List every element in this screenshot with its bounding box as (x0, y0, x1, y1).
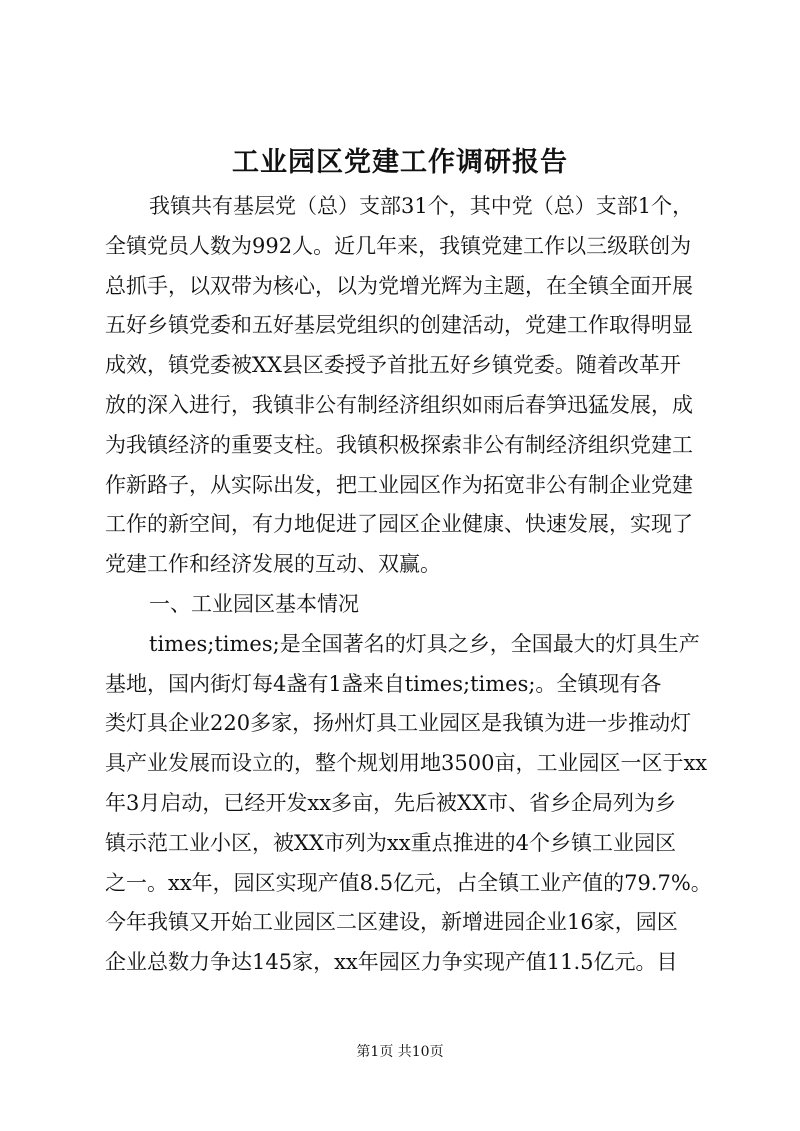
document-title: 工业园区党建工作调研报告 (232, 147, 568, 178)
paragraph-line: 工作的新空间，有力地促进了园区企业健康、快速发展，实现了 (105, 512, 693, 537)
paragraph-line: 五好乡镇党委和五好基层党组织的创建活动，党建工作取得明显 (105, 313, 693, 338)
paragraph-line: 总抓手，以双带为核心，以为党增光辉为主题，在全镇全面开展 (105, 273, 693, 298)
paragraph-line: 具产业发展而设立的，整个规划用地3500亩，工业园区一区于xx (105, 751, 708, 776)
paragraph-line: 镇示范工业小区，被XX市列为xx重点推进的4个乡镇工业园区 (105, 830, 676, 855)
paragraph-line: 放的深入进行，我镇非公有制经济组织如雨后春笋迅猛发展，成 (105, 392, 693, 417)
paragraph-line: 基地，国内街灯每4盏有1盏来自times;times;。全镇现有各 (105, 671, 662, 696)
paragraph-line: 之一。xx年，园区实现产值8.5亿元，占全镇工业产值的79.7%。 (105, 870, 712, 895)
paragraph-line: times;times;是全国著名的灯具之乡，全国最大的灯具生产 (149, 631, 700, 656)
paragraph-line: 类灯具企业220多家，扬州灯具工业园区是我镇为进一步推动灯 (105, 711, 692, 736)
paragraph-line: 成效，镇党委被XX县区委授予首批五好乡镇党委。随着改革开 (105, 353, 681, 378)
paragraph-line: 年3月启动，已经开发xx多亩，先后被XX市、省乡企局列为乡 (105, 790, 676, 815)
paragraph-line: 全镇党员人数为992人。近几年来，我镇党建工作以三级联创为 (105, 233, 692, 258)
paragraph-line: 我镇共有基层党（总）支部31个，其中党（总）支部1个， (149, 194, 694, 218)
document-body (105, 187, 712, 983)
paragraph-line: 今年我镇又开始工业园区二区建设，新增进园企业16家，园区 (105, 910, 678, 935)
paragraph-line: 党建工作和经济发展的互动、双赢。 (105, 552, 441, 577)
section-heading: 一、工业园区基本情况 (149, 591, 359, 616)
paragraph-line: 企业总数力争达145家，xx年园区力争实现产值11.5亿元。目 (105, 950, 678, 975)
page-number-footer: 第1页 共10页 (356, 1044, 444, 1060)
paragraph-line: 为我镇经济的重要支柱。我镇积极探索非公有制经济组织党建工 (105, 432, 693, 457)
paragraph-line: 作新路子，从实际出发，把工业园区作为拓宽非公有制企业党建 (105, 472, 693, 497)
